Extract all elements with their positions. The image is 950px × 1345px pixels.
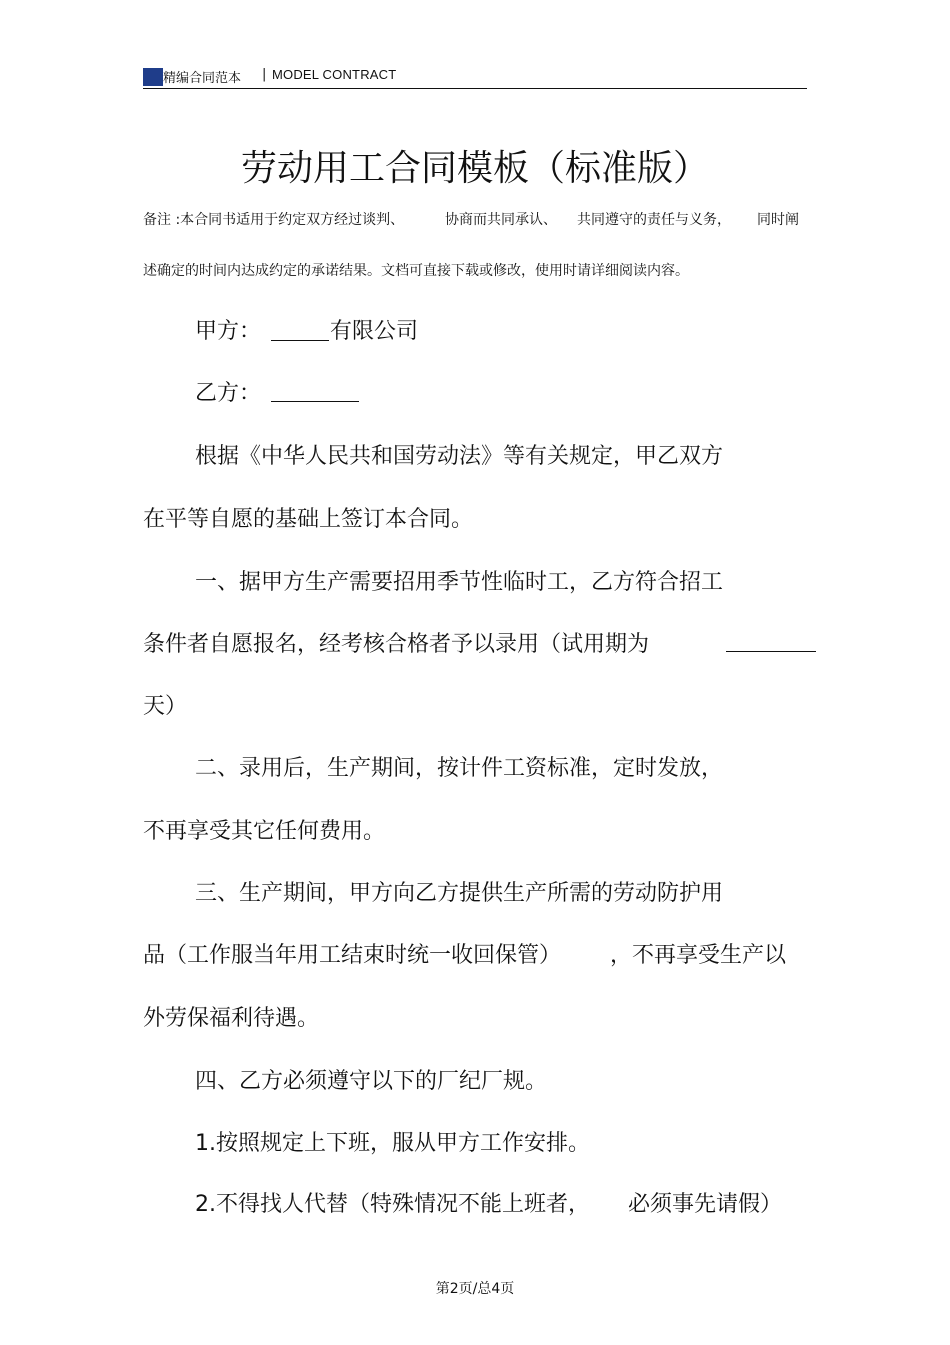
trial-period-blank [726, 651, 816, 652]
note-line2: 述确定的时间内达成约定的承诺结果。文档可直接下载或修改，使用时请详细阅读内容。 [143, 263, 689, 279]
party-a-blank [271, 340, 329, 341]
clause4-line1: 四、乙方必须遵守以下的厂纪厂规。 [195, 1069, 548, 1094]
page-footer: 第2页/总4页 [435, 1281, 515, 1297]
header-logo-square [143, 68, 163, 86]
clause3-line2-b: ，不再享受生产以 [610, 943, 787, 968]
header-divider [143, 88, 807, 89]
intro-line2: 在平等自愿的基础上签订本合同。 [143, 507, 474, 532]
clause2-line1: 二、录用后，生产期间，按计件工资标准，定时发放， [195, 756, 724, 781]
party-b-label: 乙方： [195, 381, 262, 406]
note-line1-a: 备注 :本合同书适用于约定双方经过谈判、 [143, 212, 405, 228]
clause3-line1: 三、生产期间，甲方向乙方提供生产所需的劳动防护用 [195, 881, 724, 906]
note-line1-d: 同时阐 [757, 212, 799, 228]
party-b-blank [271, 401, 359, 402]
clause4-item1: 1.按照规定上下班，服从甲方工作安排。 [195, 1131, 590, 1156]
intro-line1: 根据《中华人民共和国劳动法》等有关规定，甲乙双方 [195, 444, 724, 469]
note-line1-b: 协商而共同承认、 [445, 212, 557, 228]
party-a-suffix: 有限公司 [330, 319, 419, 344]
header-label: MODEL CONTRACT [272, 67, 397, 82]
clause3-line3: 外劳保福利待遇。 [143, 1006, 320, 1031]
clause2-line2: 不再享受其它任何费用。 [143, 819, 386, 844]
party-a-label: 甲方： [195, 319, 262, 344]
clause4-item2-a: 2.不得找人代替（特殊情况不能上班者， [195, 1192, 590, 1217]
clause4-item2-b: 必须事先请假） [628, 1192, 783, 1217]
clause1-line1: 一、据甲方生产需要招用季节性临时工，乙方符合招工 [195, 570, 724, 595]
clause1-line2: 条件者自愿报名，经考核合格者予以录用（试用期为 [143, 632, 650, 657]
header-separator: | [262, 67, 267, 82]
note-line1-c: 共同遵守的责任与义务， [577, 212, 731, 228]
clause3-line2-a: 品（工作服当年用工结束时统一收回保管） [143, 943, 562, 968]
header-brand: 精编合同范本 [163, 71, 242, 86]
clause1-line3: 天） [143, 694, 188, 719]
document-title: 劳动用工合同模板（标准版） [240, 148, 709, 189]
